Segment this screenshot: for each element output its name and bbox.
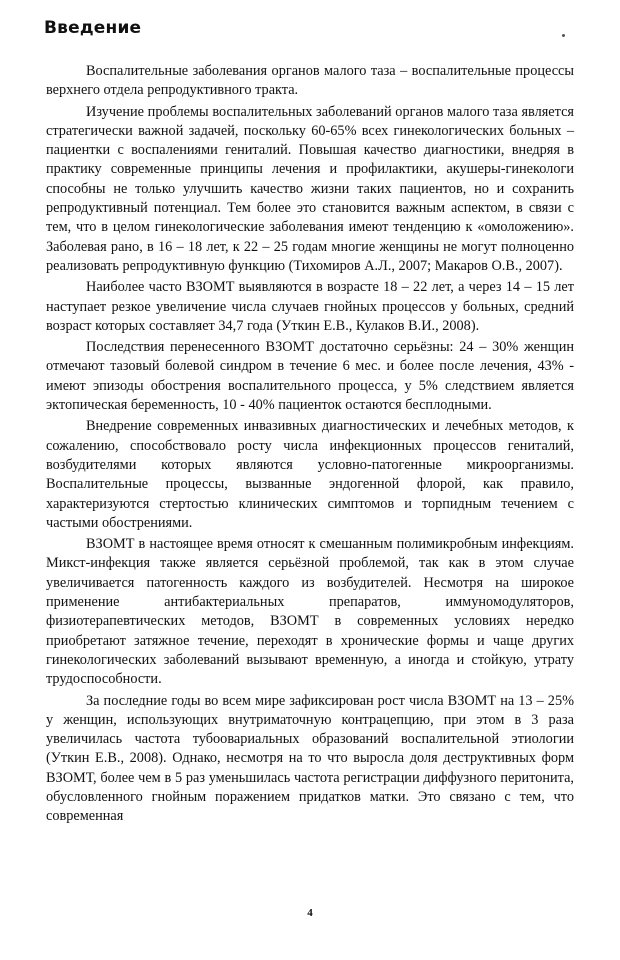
paragraph: ВЗОМТ в настоящее время относят к смешанным полимикробным инфекциям. Микст-инфекция также является серьёзной проблемой, так как в этом случае увеличивается патогенность каждого из возбудителей. Несмотря на широкое применение антибактериальных препаратов, иммуномодуляторов, физиотерапевтических методов, ВЗОМТ в современных условиях нередко приобретают затяжное течение, переходят в хронические формы и чаще других гинекологических заболеваний вызывают временную, а иногда и стойкую, утрату трудоспособности.	[46, 536, 574, 688]
paragraph: Изучение проблемы воспалительных заболеваний органов малого таза является стратегически важной задачей, поскольку 60-65% всех гинекологических больных – пациентки с воспалениями гениталий. Повышая качество диагностики, внедряя в практику современные принципы лечения и профилактики, акушеры-гинекологи способны не только улучшить качество жизни таких пациентов, но и сохранить репродуктивный потенциал. Тем более это становится важным аспектом, в связи с тем, что в целом гинекологические заболевания имеют тенденцию к «омоложению». Заболевая рано, в 16 – 18 лет, к 22 – 25 годам многие женщины не могут полноценно реализовать репродуктивную функцию (Тихомиров А.Л., 2007; Макаров О.В., 2007).	[46, 103, 574, 274]
paragraph: Наиболее часто ВЗОМТ выявляются в возрасте 18 – 22 лет, а через 14 – 15 лет наступает резкое увеличение числа случаев гнойных процессов у больных, средний возраст которых составляет 34,7 года (Уткин Е.В., Кулаков В.И., 2008).	[46, 279, 574, 334]
paragraph: Воспалительные заболевания органов малого таза – воспалительные процессы верхнего отдела репродуктивного тракта.	[46, 63, 574, 99]
page-number: 4	[307, 907, 313, 919]
paragraph: Внедрение современных инвазивных диагностических и лечебных методов, к сожалению, способствовало росту числа инфекционных процессов гениталий, возбудителями которых являются условно-патогенные микроорганизмы. Воспалительные процессы, вызванные эндогенной флорой, как правило, характеризуются стертостью клинических симптомов и торпидным течением с частыми обострениями.	[46, 418, 574, 531]
paragraph: Последствия перенесенного ВЗОМТ достаточно серьёзны: 24 – 30% женщин отмечают тазовый болевой синдром в течение 6 мес. и более после лечения, 43% - имеют эпизоды обострения воспалительного процесса, у 5% следствием является эктопическая беременность, 10 - 40% пациенток остаются бесплодными.	[46, 339, 574, 414]
section-heading: Введение	[44, 18, 142, 38]
paragraph: За последние годы во всем мире зафиксирован рост числа ВЗОМТ на 13 – 25% у женщин, использующих внутриматочную контрацепцию, при этом в 3 раза увеличилась частота тубоовариальных образований воспалительной этиологии (Уткин Е.В., 2008). Однако, несмотря на то что выросла доля деструктивных форм ВЗОМТ, более чем в 5 раз уменьшилась частота регистрации диффузного перитонита, обусловленного гнойным поражением придатков матки. Это связано с тем, что современная	[46, 692, 574, 825]
scan-speck	[562, 34, 565, 37]
body-text	[46, 62, 574, 829]
